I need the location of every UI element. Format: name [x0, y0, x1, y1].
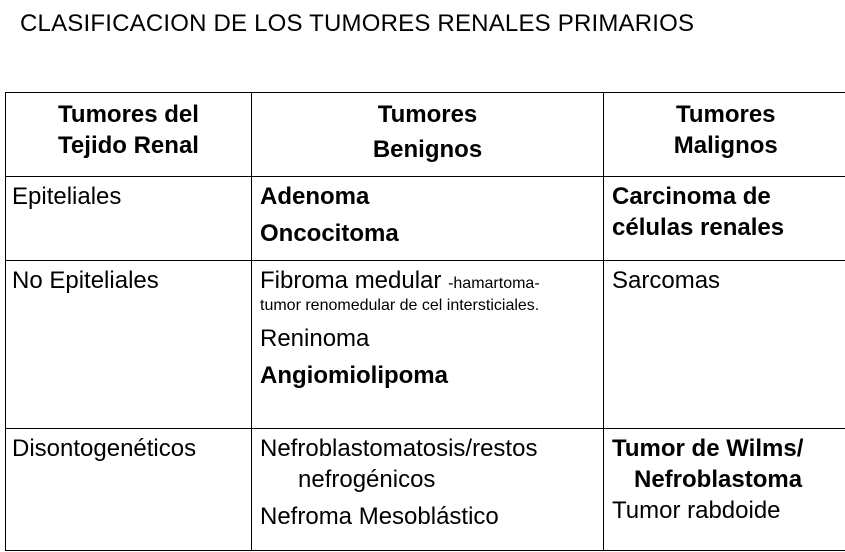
- tumor-classification-table: [5, 92, 845, 551]
- page-title: CLASIFICACION DE LOS TUMORES RENALES PRIMARIOS: [20, 10, 695, 37]
- category-epiteliales: Epiteliales: [6, 177, 252, 261]
- category-disontogeneticos: Disontogenéticos: [6, 429, 252, 551]
- benign-item: Nefroblastomatosis/restos: [260, 435, 538, 462]
- header-col1-line2: Tejido Renal: [58, 132, 199, 160]
- malignant-item: Sarcomas: [612, 267, 721, 294]
- malignant-item: Nefroblastoma: [634, 466, 803, 494]
- malignos-epiteliales: [604, 177, 845, 261]
- benign-item: Adenoma: [260, 183, 370, 210]
- benign-note: tumor renomedular de cel intersticiales.: [260, 297, 540, 315]
- malignant-item: Tumor de Wilms/: [612, 435, 804, 462]
- benign-item: Oncocitoma: [260, 220, 399, 248]
- malignos-disontogeneticos: [604, 429, 845, 551]
- malignos-no-epiteliales: [604, 261, 845, 429]
- benignos-disontogeneticos: [252, 429, 604, 551]
- benign-item-fibroma: [260, 265, 603, 296]
- header-col1-line1: Tumores del: [58, 101, 199, 128]
- malignant-item: Carcinoma de: [612, 183, 771, 210]
- malignant-item: células renales: [612, 214, 785, 242]
- benignos-epiteliales: [252, 177, 604, 261]
- header-col2-line1: Tumores: [377, 101, 478, 128]
- benignos-no-epiteliales: [252, 261, 604, 429]
- malignant-item: Tumor rabdoide: [612, 497, 781, 525]
- benign-item: nefrogénicos: [298, 466, 436, 494]
- category-no-epiteliales: No Epiteliales: [6, 261, 252, 429]
- benign-item: Fibroma medular: [260, 267, 442, 294]
- table-row: [6, 261, 845, 429]
- header-benignos: [252, 93, 604, 177]
- table-row: [6, 429, 845, 551]
- header-col3-line1: Tumores: [675, 101, 776, 128]
- header-row: [6, 93, 845, 177]
- header-tejido-renal: [6, 93, 252, 177]
- benign-note: -hamartoma-: [448, 275, 540, 292]
- benign-item: Angiomiolipoma: [260, 362, 448, 390]
- table-row: [6, 177, 845, 261]
- header-malignos: [604, 93, 845, 177]
- header-col3-line2: Malignos: [673, 132, 778, 160]
- benign-item: Nefroma Mesoblástico: [260, 503, 499, 531]
- benign-item: Reninoma: [260, 324, 370, 352]
- header-col2-line2: Benignos: [372, 136, 483, 164]
